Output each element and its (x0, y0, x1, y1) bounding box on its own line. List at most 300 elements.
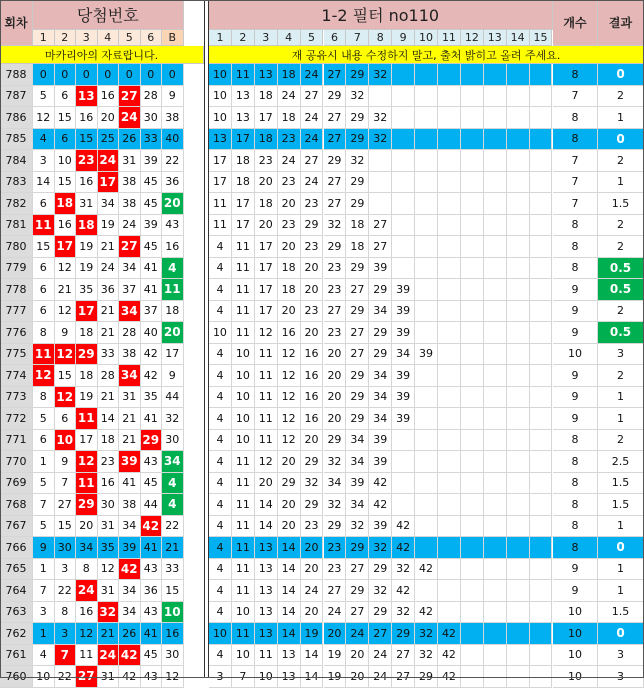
result-cell: 0.5 (598, 258, 644, 280)
filter-number-cell (415, 494, 438, 516)
filter-number-cell: 24 (278, 86, 301, 108)
winning-number-cell: 0 (98, 64, 120, 86)
filter-number-cell: 27 (324, 172, 347, 194)
winning-number-cell: 41 (141, 258, 163, 280)
filter-number-cell (484, 408, 507, 430)
count-cell: 8 (553, 494, 598, 516)
winning-number-cell: 10 (162, 602, 184, 624)
filter-number-cell (484, 580, 507, 602)
round-cell: 768 (0, 494, 33, 516)
filter-number-cell (507, 430, 530, 452)
filter-number-cell: 18 (255, 129, 278, 151)
filter-number-cell: 24 (369, 666, 392, 688)
filter-number-cell: 18 (255, 193, 278, 215)
winning-number-cell: 1 (33, 623, 55, 645)
filter-number-cell: 10 (232, 430, 255, 452)
filter-number-cell: 4 (209, 559, 232, 581)
winning-number-cell: 21 (98, 387, 120, 409)
filter-number-cell: 39 (392, 301, 415, 323)
filter-number-cell: 12 (278, 430, 301, 452)
filter-number-cell (507, 365, 530, 387)
filter-number-cell: 18 (278, 64, 301, 86)
winning-number-cell: 16 (76, 602, 98, 624)
winning-number-cell: 43 (141, 602, 163, 624)
filter-number-cell: 14 (301, 666, 324, 688)
filter-number-cell (438, 129, 461, 151)
filter-number-cell (369, 150, 392, 172)
filter-number-cell (415, 86, 438, 108)
filter-number-cell: 24 (301, 580, 324, 602)
filter-number-cell (392, 451, 415, 473)
filter-number-cell: 32 (415, 645, 438, 667)
filter-number-cell: 27 (301, 150, 324, 172)
notice-right: 재 공유시 내용 수정하지 말고, 출처 밝히고 올려 주세요. (209, 46, 644, 64)
winning-number-cell: 25 (98, 129, 120, 151)
filter-number-cell: 34 (369, 408, 392, 430)
filter-number-cell (461, 387, 484, 409)
winning-number-cell: 45 (141, 236, 163, 258)
winning-number-cell: 27 (119, 86, 141, 108)
winning-number-cell: 6 (33, 301, 55, 323)
count-cell: 9 (553, 279, 598, 301)
winning-number-cell: 42 (141, 516, 163, 538)
winning-number-cell: 40 (162, 129, 184, 151)
winning-number-cell: 4 (33, 129, 55, 151)
filter-number-cell (392, 107, 415, 129)
winning-number-cell: 35 (76, 279, 98, 301)
result-cell: 1.5 (598, 494, 644, 516)
winning-number-cell: 12 (98, 559, 120, 581)
filter-number-cell: 27 (392, 645, 415, 667)
filter-number-cell: 4 (209, 258, 232, 280)
filter-number-cell: 4 (209, 473, 232, 495)
filter-number-cell (507, 215, 530, 237)
winning-number-cell: 0 (162, 64, 184, 86)
filter-number-cell (438, 64, 461, 86)
winning-number-cell: 5 (33, 516, 55, 538)
winning-number-cell: 34 (119, 602, 141, 624)
filter-number-cell: 19 (301, 623, 324, 645)
filter-number-cell: 13 (255, 537, 278, 559)
filter-number-cell: 23 (324, 537, 347, 559)
filter-number-cell (507, 64, 530, 86)
filter-number-cell: 27 (324, 107, 347, 129)
filter-number-cell: 14 (255, 494, 278, 516)
filter-number-cell: 39 (392, 408, 415, 430)
winning-number-cell: 29 (141, 430, 163, 452)
filter-number-cell: 27 (324, 129, 347, 151)
count-cell: 7 (553, 86, 598, 108)
winning-number-cell: 5 (33, 408, 55, 430)
filter-number-cell (461, 107, 484, 129)
result-cell: 2 (598, 215, 644, 237)
filter-number-cell (484, 64, 507, 86)
filter-number-cell (530, 193, 553, 215)
winning-number-cell: 15 (55, 107, 77, 129)
filter-number-cell: 27 (369, 236, 392, 258)
filter-column-6: 6 (324, 30, 347, 46)
filter-number-cell (484, 516, 507, 538)
filter-number-cell: 29 (346, 580, 369, 602)
winning-number-cell: 6 (33, 258, 55, 280)
filter-number-cell (530, 387, 553, 409)
count-cell: 10 (553, 666, 598, 688)
count-cell: 10 (553, 602, 598, 624)
result-cell: 3 (598, 645, 644, 667)
filter-number-cell: 23 (278, 129, 301, 151)
filter-number-cell: 18 (232, 172, 255, 194)
winning-number-cell: 4 (162, 473, 184, 495)
filter-number-cell: 42 (392, 516, 415, 538)
round-cell: 761 (0, 645, 33, 667)
filter-number-cell: 39 (369, 516, 392, 538)
winning-number-cell: 5 (33, 86, 55, 108)
filter-number-cell: 29 (346, 301, 369, 323)
winning-number-cell: 3 (55, 559, 77, 581)
filter-number-cell: 10 (232, 645, 255, 667)
filter-number-cell: 18 (255, 86, 278, 108)
filter-number-cell (484, 215, 507, 237)
filter-number-cell: 13 (209, 129, 232, 151)
filter-number-cell: 19 (324, 645, 347, 667)
count-cell: 8 (553, 107, 598, 129)
filter-number-cell: 42 (415, 602, 438, 624)
winning-number-cell: 21 (98, 301, 120, 323)
filter-number-cell (461, 580, 484, 602)
filter-number-cell: 17 (255, 279, 278, 301)
winning-number-cell: 30 (98, 494, 120, 516)
filter-number-cell (484, 537, 507, 559)
winning-number-cell: 19 (76, 387, 98, 409)
filter-number-cell (507, 537, 530, 559)
filter-number-cell: 24 (301, 129, 324, 151)
winning-number-cell: 6 (55, 86, 77, 108)
filter-number-cell (530, 666, 553, 688)
filter-number-cell: 17 (232, 215, 255, 237)
filter-number-cell (461, 344, 484, 366)
winning-number-cell: 21 (55, 279, 77, 301)
winning-number-cell: 14 (98, 408, 120, 430)
filter-number-cell (438, 516, 461, 538)
filter-number-cell: 20 (346, 666, 369, 688)
filter-number-cell: 16 (301, 344, 324, 366)
round-cell: 778 (0, 279, 33, 301)
filter-number-cell: 11 (232, 623, 255, 645)
filter-number-cell: 20 (278, 236, 301, 258)
filter-number-cell: 42 (369, 473, 392, 495)
filter-number-cell (438, 430, 461, 452)
count-cell: 8 (553, 516, 598, 538)
filter-number-cell: 29 (346, 387, 369, 409)
filter-number-cell (392, 129, 415, 151)
filter-number-cell: 29 (346, 107, 369, 129)
filter-number-cell: 29 (346, 172, 369, 194)
filter-number-cell (438, 236, 461, 258)
filter-number-cell: 23 (301, 193, 324, 215)
filter-number-cell (484, 86, 507, 108)
filter-number-cell: 11 (232, 516, 255, 538)
winning-number-cell: 15 (76, 129, 98, 151)
filter-number-cell: 29 (369, 322, 392, 344)
winning-number-cell: 22 (55, 580, 77, 602)
winning-number-cell: 19 (76, 258, 98, 280)
filter-number-cell: 4 (209, 365, 232, 387)
filter-number-cell: 27 (346, 322, 369, 344)
winning-number-cell: 22 (55, 666, 77, 688)
filter-number-cell: 32 (369, 129, 392, 151)
filter-number-cell (415, 107, 438, 129)
filter-number-cell (484, 623, 507, 645)
filter-number-cell: 29 (346, 408, 369, 430)
winning-numbers-header: 당첨번호 (33, 0, 184, 30)
filter-number-cell: 18 (232, 150, 255, 172)
filter-number-cell: 10 (232, 344, 255, 366)
filter-number-cell (461, 64, 484, 86)
filter-number-cell: 27 (324, 580, 347, 602)
filter-number-cell (438, 86, 461, 108)
count-cell: 10 (553, 645, 598, 667)
filter-number-cell (507, 473, 530, 495)
filter-number-cell: 10 (232, 602, 255, 624)
filter-number-cell (415, 236, 438, 258)
winning-number-cell: 30 (55, 537, 77, 559)
winning-number-cell: 12 (76, 623, 98, 645)
filter-number-cell: 11 (232, 322, 255, 344)
result-cell: 1 (598, 516, 644, 538)
winning-number-cell: 38 (119, 344, 141, 366)
winning-number-cell: 20 (98, 107, 120, 129)
filter-number-cell (415, 215, 438, 237)
filter-number-cell (438, 494, 461, 516)
winning-number-cell: 12 (55, 344, 77, 366)
filter-number-cell (507, 301, 530, 323)
filter-number-cell: 42 (392, 580, 415, 602)
filter-number-cell (530, 494, 553, 516)
filter-number-cell: 27 (324, 193, 347, 215)
winning-number-cell: 15 (33, 236, 55, 258)
winning-number-cell: 9 (162, 86, 184, 108)
filter-column-15: 15 (530, 30, 553, 46)
round-cell: 760 (0, 666, 33, 688)
filter-number-cell: 20 (324, 408, 347, 430)
filter-number-cell (507, 150, 530, 172)
filter-number-cell (461, 473, 484, 495)
filter-number-cell: 10 (209, 107, 232, 129)
filter-number-cell: 24 (301, 107, 324, 129)
filter-number-cell: 10 (209, 623, 232, 645)
winning-number-cell: 18 (76, 365, 98, 387)
filter-number-cell (415, 322, 438, 344)
filter-number-cell (392, 64, 415, 86)
winning-number-cell: 11 (162, 279, 184, 301)
filter-number-cell (438, 451, 461, 473)
filter-number-cell: 29 (369, 279, 392, 301)
winning-number-cell: 12 (55, 387, 77, 409)
filter-number-cell (484, 494, 507, 516)
filter-number-cell (530, 430, 553, 452)
winning-number-cell: 0 (55, 64, 77, 86)
filter-number-cell (507, 129, 530, 151)
filter-number-cell (461, 537, 484, 559)
filter-number-cell (530, 645, 553, 667)
winning-number-cell: 17 (76, 301, 98, 323)
filter-number-cell (461, 172, 484, 194)
round-header: 회차 (0, 0, 33, 46)
filter-number-cell (507, 623, 530, 645)
winning-column-6: 6 (141, 30, 163, 46)
filter-number-cell: 11 (255, 430, 278, 452)
filter-number-cell (507, 193, 530, 215)
winning-number-cell: 19 (76, 236, 98, 258)
filter-number-cell: 18 (346, 236, 369, 258)
filter-number-cell: 24 (301, 172, 324, 194)
filter-number-cell (507, 602, 530, 624)
filter-number-cell (438, 279, 461, 301)
filter-number-cell: 32 (324, 451, 347, 473)
filter-number-cell (530, 236, 553, 258)
filter-number-cell (438, 150, 461, 172)
result-cell: 2 (598, 430, 644, 452)
winning-number-cell: 15 (162, 580, 184, 602)
result-cell: 1 (598, 408, 644, 430)
winning-number-cell: 31 (98, 516, 120, 538)
winning-number-cell: 40 (141, 322, 163, 344)
filter-number-cell: 32 (369, 537, 392, 559)
winning-number-cell: 37 (141, 301, 163, 323)
count-cell: 9 (553, 408, 598, 430)
round-cell: 766 (0, 537, 33, 559)
filter-number-cell (530, 580, 553, 602)
filter-title-header: 1-2 필터 no110 (209, 0, 553, 30)
result-cell: 3 (598, 666, 644, 688)
filter-number-cell (461, 86, 484, 108)
filter-number-cell: 14 (278, 559, 301, 581)
winning-number-cell: 17 (55, 236, 77, 258)
round-cell: 784 (0, 150, 33, 172)
filter-number-cell: 17 (255, 107, 278, 129)
filter-number-cell (507, 279, 530, 301)
count-cell: 10 (553, 344, 598, 366)
filter-number-cell: 11 (232, 580, 255, 602)
winning-number-cell: 20 (162, 322, 184, 344)
filter-number-cell: 20 (301, 322, 324, 344)
round-cell: 787 (0, 86, 33, 108)
filter-number-cell (484, 150, 507, 172)
filter-number-cell (530, 172, 553, 194)
filter-number-cell (438, 344, 461, 366)
result-cell: 2.5 (598, 451, 644, 473)
winning-number-cell: 26 (119, 623, 141, 645)
winning-number-cell: 42 (119, 559, 141, 581)
winning-column-5: 5 (119, 30, 141, 46)
filter-number-cell: 29 (324, 86, 347, 108)
filter-number-cell: 4 (209, 430, 232, 452)
filter-number-cell (438, 559, 461, 581)
winning-number-cell: 16 (76, 172, 98, 194)
filter-column-4: 4 (278, 30, 301, 46)
winning-number-cell: 34 (119, 580, 141, 602)
filter-number-cell (484, 602, 507, 624)
winning-number-cell: 28 (98, 365, 120, 387)
filter-number-cell (438, 365, 461, 387)
filter-number-cell (484, 666, 507, 688)
filter-number-cell (507, 408, 530, 430)
filter-number-cell (530, 107, 553, 129)
result-cell: 0.5 (598, 279, 644, 301)
filter-number-cell (415, 387, 438, 409)
filter-number-cell: 23 (255, 150, 278, 172)
filter-column-2: 2 (232, 30, 255, 46)
result-cell: 0 (598, 537, 644, 559)
filter-number-cell (484, 322, 507, 344)
winning-number-cell: 6 (33, 430, 55, 452)
filter-number-cell: 11 (255, 387, 278, 409)
filter-number-cell (530, 623, 553, 645)
filter-number-cell (507, 666, 530, 688)
filter-column-5: 5 (301, 30, 324, 46)
filter-number-cell (484, 172, 507, 194)
filter-number-cell: 34 (346, 494, 369, 516)
filter-number-cell (461, 666, 484, 688)
result-cell: 2 (598, 365, 644, 387)
winning-number-cell: 27 (76, 666, 98, 688)
winning-number-cell: 41 (119, 473, 141, 495)
filter-number-cell (415, 279, 438, 301)
filter-number-cell (530, 86, 553, 108)
winning-number-cell: 42 (141, 365, 163, 387)
winning-number-cell: 21 (98, 236, 120, 258)
filter-number-cell (438, 301, 461, 323)
filter-number-cell: 20 (278, 516, 301, 538)
winning-number-cell: 29 (76, 344, 98, 366)
filter-number-cell: 14 (278, 623, 301, 645)
count-cell: 9 (553, 387, 598, 409)
filter-number-cell: 27 (369, 215, 392, 237)
filter-number-cell: 10 (255, 666, 278, 688)
winning-number-cell: 41 (141, 408, 163, 430)
result-cell: 2 (598, 86, 644, 108)
count-cell: 7 (553, 150, 598, 172)
winning-number-cell: 30 (162, 645, 184, 667)
filter-number-cell (530, 64, 553, 86)
round-cell: 782 (0, 193, 33, 215)
filter-column-8: 8 (369, 30, 392, 46)
filter-number-cell (461, 602, 484, 624)
winning-number-cell: 39 (141, 215, 163, 237)
filter-number-cell: 13 (278, 645, 301, 667)
winning-number-cell: 45 (141, 645, 163, 667)
filter-number-cell (530, 516, 553, 538)
winning-number-cell: 21 (119, 408, 141, 430)
filter-number-cell (530, 602, 553, 624)
winning-number-cell: 26 (119, 129, 141, 151)
filter-number-cell: 11 (232, 451, 255, 473)
winning-number-cell: 12 (55, 258, 77, 280)
winning-number-cell: 34 (76, 537, 98, 559)
filter-number-cell: 11 (232, 559, 255, 581)
filter-number-cell (461, 215, 484, 237)
round-cell: 785 (0, 129, 33, 151)
filter-number-cell (392, 258, 415, 280)
filter-number-cell (415, 537, 438, 559)
filter-number-cell: 34 (346, 430, 369, 452)
winning-number-cell: 32 (162, 408, 184, 430)
winning-number-cell: 3 (33, 602, 55, 624)
filter-number-cell: 13 (278, 666, 301, 688)
filter-number-cell (461, 129, 484, 151)
result-cell: 0.5 (598, 322, 644, 344)
result-cell: 0 (598, 64, 644, 86)
